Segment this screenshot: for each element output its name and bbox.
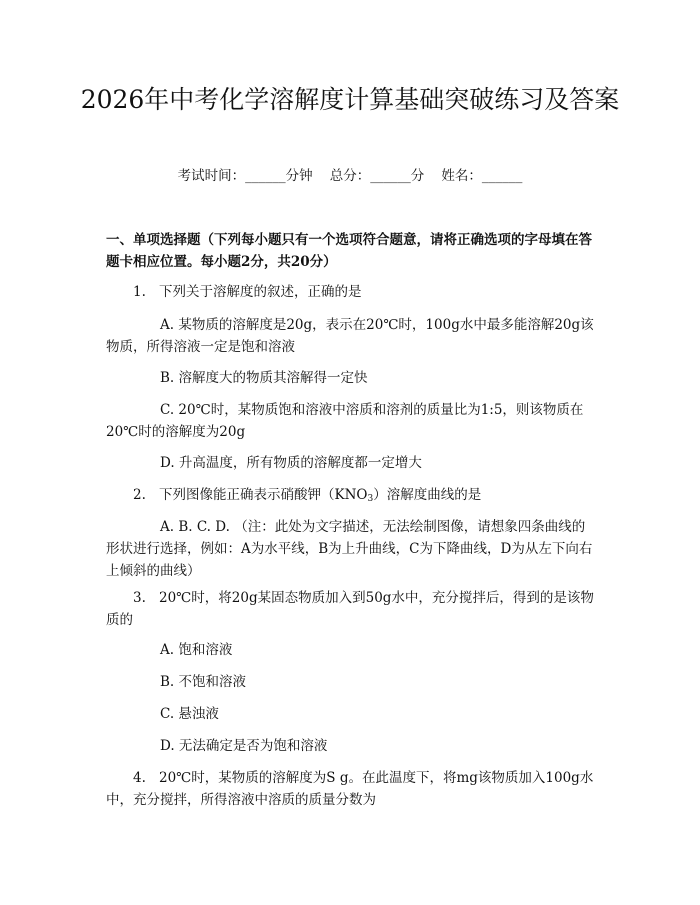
question-stem: 20℃时，将20g某固态物质加入到50g水中，充分搅拌后，得到的是该物质的	[106, 590, 594, 628]
exam-info-line: 考试时间：______分钟 总分：______分 姓名：______	[177, 168, 523, 184]
question-1-option-a: A. 某物质的溶解度是20g，表示在20℃时，100g水中最多能溶解20g该物质，所得溶液一定是饱和溶液	[106, 317, 594, 355]
question-3-option-a: A. 饱和溶液	[160, 642, 233, 658]
question-stem-subscript: 3	[367, 494, 374, 504]
question-stem-after: ）溶解度曲线的是	[373, 487, 482, 503]
question-number: 3.	[133, 590, 146, 606]
question-4	[106, 767, 596, 811]
question-stem-before: 下列图像能正确表示硝酸钾（KNO	[159, 487, 368, 503]
question-3-option-d: D. 无法确定是否为饱和溶液	[160, 738, 328, 754]
question-1-option-c: C. 20℃时，某物质饱和溶液中溶质和溶剂的质量比为1:5，则该物质在20℃时的溶解度为20g	[106, 402, 584, 440]
question-2	[106, 484, 596, 510]
question-stem: 20℃时，某物质的溶解度为S g。在此温度下，将mg该物质加入100g水中，充分搅拌，所得溶液中溶质的质量分数为	[106, 770, 594, 808]
document-title: 2026年中考化学溶解度计算基础突破练习及答案	[80, 85, 620, 114]
section-heading: 一、单项选择题（下列每小题只有一个选项符合题意，请将正确选项的字母填在答题卡相应位置。每小题2分，共20分）	[106, 232, 592, 270]
question-1-option-b: B. 溶解度大的物质其溶解得一定快	[160, 370, 368, 386]
question-3	[106, 587, 596, 631]
question-number: 2.	[133, 487, 146, 503]
question-number: 1.	[133, 284, 146, 300]
question-3-option-b: B. 不饱和溶液	[160, 674, 247, 690]
question-stem: 下列关于溶解度的叙述，正确的是	[159, 284, 362, 300]
question-1-option-d: D. 升高温度，所有物质的溶解度都一定增大	[160, 455, 422, 471]
question-1	[106, 281, 596, 303]
question-3-option-c: C. 悬浊液	[160, 706, 219, 722]
question-number: 4.	[133, 770, 146, 786]
question-2-options-note: A. B. C. D. （注：此处为文字描述，无法绘制图像，请想象四条曲线的形状进行选择，例如：A为水平线，B为上升曲线，C为下降曲线，D为从左下向右上倾斜的曲线）	[106, 519, 593, 579]
